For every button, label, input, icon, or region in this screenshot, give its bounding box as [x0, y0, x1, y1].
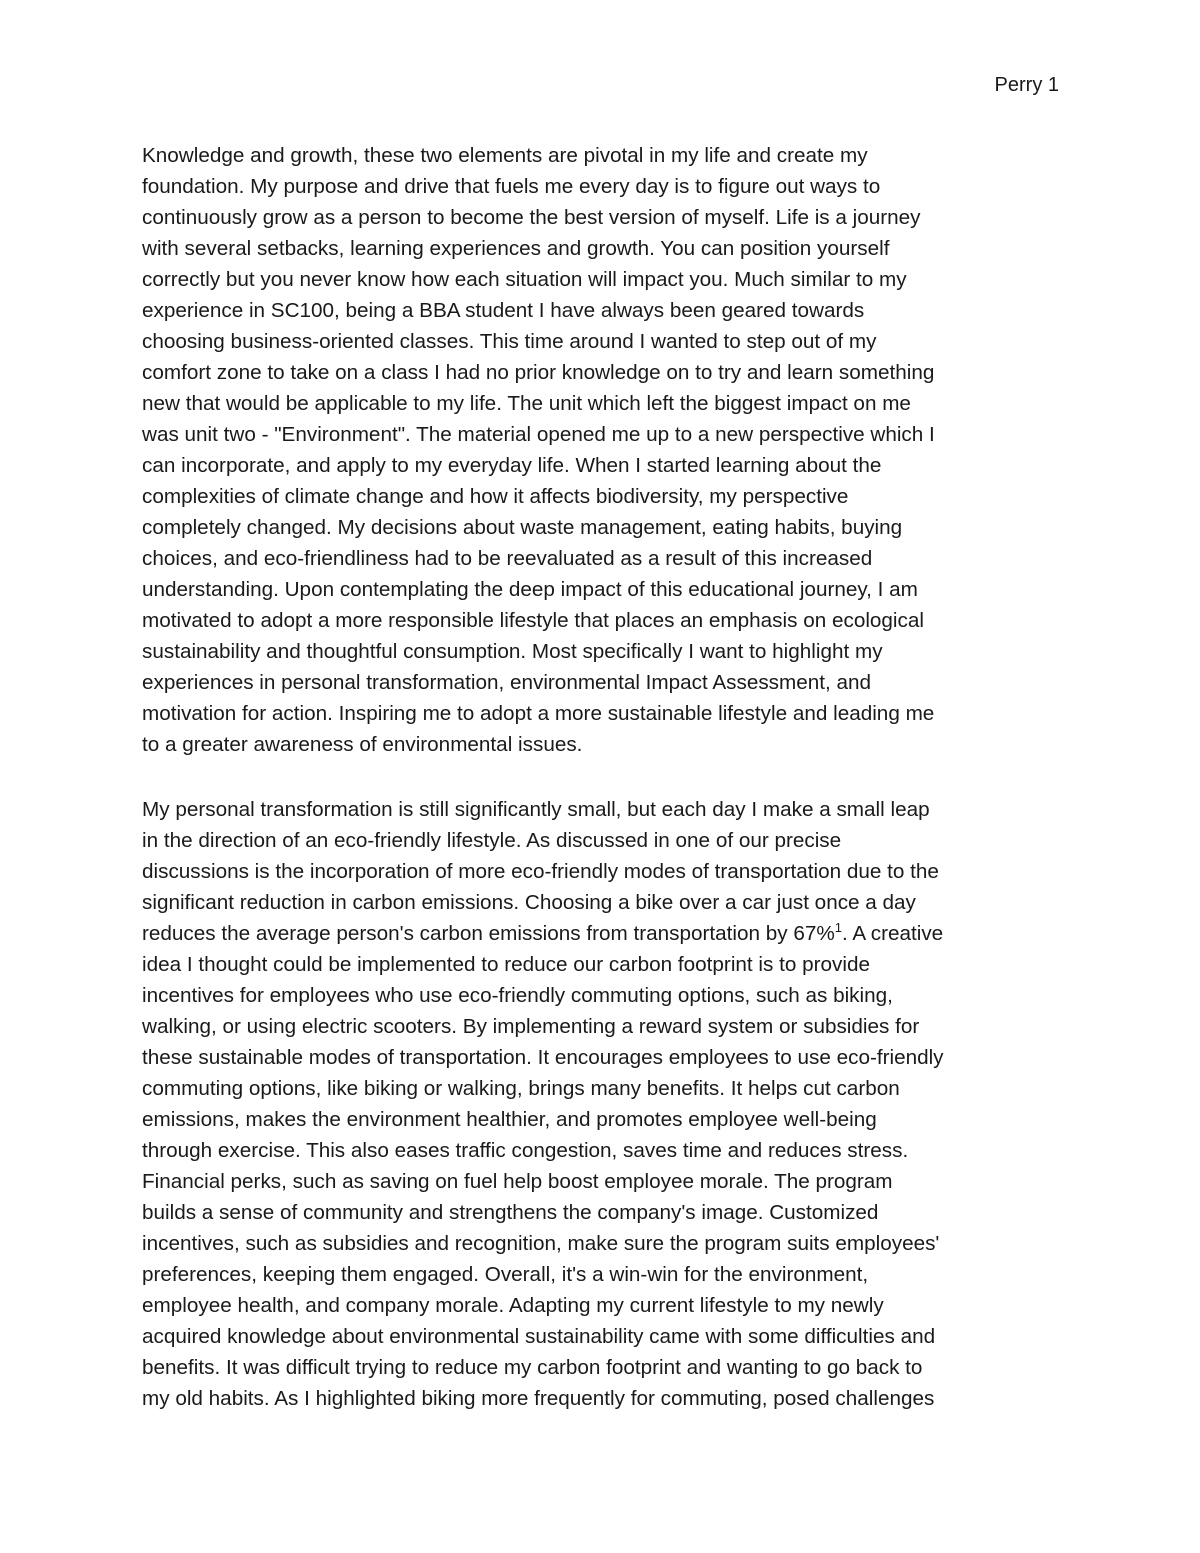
text-segment: acquired knowledge about environmental sustainability came with some difficulties and — [142, 1325, 936, 1348]
text-segment: reduces the average person's carbon emissions from transportation by 67% — [142, 922, 835, 945]
text-segment: benefits. It was difficult trying to reduce my carbon footprint and wanting to go back to — [142, 1356, 923, 1379]
text-segment: complexities of climate change and how it affects biodiversity, my perspective — [142, 485, 849, 508]
text-line — [142, 388, 1072, 419]
text-segment: incentives for employees who use eco-friendly commuting options, such as biking, — [142, 984, 893, 1007]
text-line — [142, 887, 1072, 918]
text-line — [142, 543, 1072, 574]
text-segment: correctly but you never know how each situation will impact you. Much similar to my — [142, 268, 907, 291]
text-line — [142, 605, 1072, 636]
text-line — [142, 1135, 1072, 1166]
text-line — [142, 1104, 1072, 1135]
paragraph-2 — [142, 794, 1072, 1414]
text-segment: significant reduction in carbon emissions. Choosing a bike over a car just once a day — [142, 891, 916, 914]
text-line — [142, 202, 1072, 233]
text-line — [142, 1228, 1072, 1259]
footnote-marker: 1 — [834, 920, 842, 935]
text-segment: idea I thought could be implemented to reduce our carbon footprint is to provide — [142, 953, 870, 976]
text-line — [142, 1011, 1072, 1042]
text-segment: through exercise. This also eases traffic congestion, saves time and reduces stress. — [142, 1139, 909, 1162]
text-line — [142, 1321, 1072, 1352]
text-segment: My personal transformation is still significantly small, but each day I make a small leap — [142, 798, 930, 821]
text-segment: comfort zone to take on a class I had no prior knowledge on to try and learn something — [142, 361, 935, 384]
text-line — [142, 1166, 1072, 1197]
text-line — [142, 171, 1072, 202]
text-segment: walking, or using electric scooters. By implementing a reward system or subsidies for — [142, 1015, 920, 1038]
text-segment: preferences, keeping them engaged. Overall, it's a win-win for the environment, — [142, 1263, 869, 1286]
text-line — [142, 1383, 1072, 1414]
text-segment: experiences in personal transformation, environmental Impact Assessment, and — [142, 671, 872, 694]
text-line — [142, 326, 1072, 357]
text-segment: these sustainable modes of transportation. It encourages employees to use eco-friendly — [142, 1046, 944, 1069]
text-line — [142, 729, 1072, 760]
text-line — [142, 357, 1072, 388]
text-segment: incentives, such as subsidies and recognition, make sure the program suits employees' — [142, 1232, 940, 1255]
text-line — [142, 980, 1072, 1011]
text-segment: choices, and eco-friendliness had to be reevaluated as a result of this increased — [142, 547, 873, 570]
text-segment: understanding. Upon contemplating the deep impact of this educational journey, I am — [142, 578, 918, 601]
text-segment: choosing business-oriented classes. This time around I wanted to step out of my — [142, 330, 877, 353]
text-line — [142, 949, 1072, 980]
text-segment: new that would be applicable to my life. The unit which left the biggest impact on me — [142, 392, 911, 415]
text-line — [142, 450, 1072, 481]
text-segment: Knowledge and growth, these two elements are pivotal in my life and create my — [142, 144, 868, 167]
text-segment: Financial perks, such as saving on fuel help boost employee morale. The program — [142, 1170, 893, 1193]
text-segment: can incorporate, and apply to my everyday life. When I started learning about the — [142, 454, 882, 477]
text-line — [142, 1073, 1072, 1104]
text-line — [142, 636, 1072, 667]
text-line — [142, 574, 1072, 605]
text-segment: my old habits. As I highlighted biking more frequently for commuting, posed challenges — [142, 1387, 935, 1410]
text-segment: commuting options, like biking or walking, brings many benefits. It helps cut carbon — [142, 1077, 900, 1100]
text-segment: was unit two - "Environment". The material opened me up to a new perspective which I — [142, 423, 935, 446]
text-segment: motivated to adopt a more responsible lifestyle that places an emphasis on ecological — [142, 609, 924, 632]
text-line — [142, 1197, 1072, 1228]
text-segment: sustainability and thoughtful consumption. Most specifically I want to highlight my — [142, 640, 883, 663]
text-segment: . A creative — [841, 922, 944, 945]
text-line — [142, 1352, 1072, 1383]
text-line — [142, 1259, 1072, 1290]
text-segment: builds a sense of community and strengthens the company's image. Customized — [142, 1201, 879, 1224]
text-segment: experience in SC100, being a BBA student I have always been geared towards — [142, 299, 865, 322]
text-line — [142, 481, 1072, 512]
text-line — [142, 140, 1072, 171]
text-line — [142, 667, 1072, 698]
text-line — [142, 698, 1072, 729]
paragraph-1 — [142, 140, 1072, 760]
running-head: Perry 1 — [994, 74, 1059, 96]
text-line — [142, 825, 1072, 856]
text-line — [142, 295, 1072, 326]
text-segment: completely changed. My decisions about waste management, eating habits, buying — [142, 516, 903, 539]
text-line — [142, 233, 1072, 264]
text-segment: employee health, and company morale. Adapting my current lifestyle to my newly — [142, 1294, 884, 1317]
text-line — [142, 512, 1072, 543]
text-line — [142, 794, 1072, 825]
text-segment: motivation for action. Inspiring me to adopt a more sustainable lifestyle and leading me — [142, 702, 935, 725]
text-line — [142, 918, 1072, 949]
text-line — [142, 1290, 1072, 1321]
text-line — [142, 1042, 1072, 1073]
text-segment: foundation. My purpose and drive that fuels me every day is to figure out ways to — [142, 175, 881, 198]
text-segment: continuously grow as a person to become the best version of myself. Life is a journey — [142, 206, 921, 229]
text-segment: to a greater awareness of environmental issues. — [142, 733, 583, 756]
text-segment: in the direction of an eco-friendly lifestyle. As discussed in one of our precise — [142, 829, 842, 852]
text-line — [142, 856, 1072, 887]
text-segment: discussions is the incorporation of more eco-friendly modes of transportation due to the — [142, 860, 939, 883]
text-line — [142, 264, 1072, 295]
text-segment: with several setbacks, learning experiences and growth. You can position yourself — [142, 237, 890, 260]
text-line — [142, 419, 1072, 450]
text-segment: emissions, makes the environment healthier, and promotes employee well-being — [142, 1108, 877, 1131]
